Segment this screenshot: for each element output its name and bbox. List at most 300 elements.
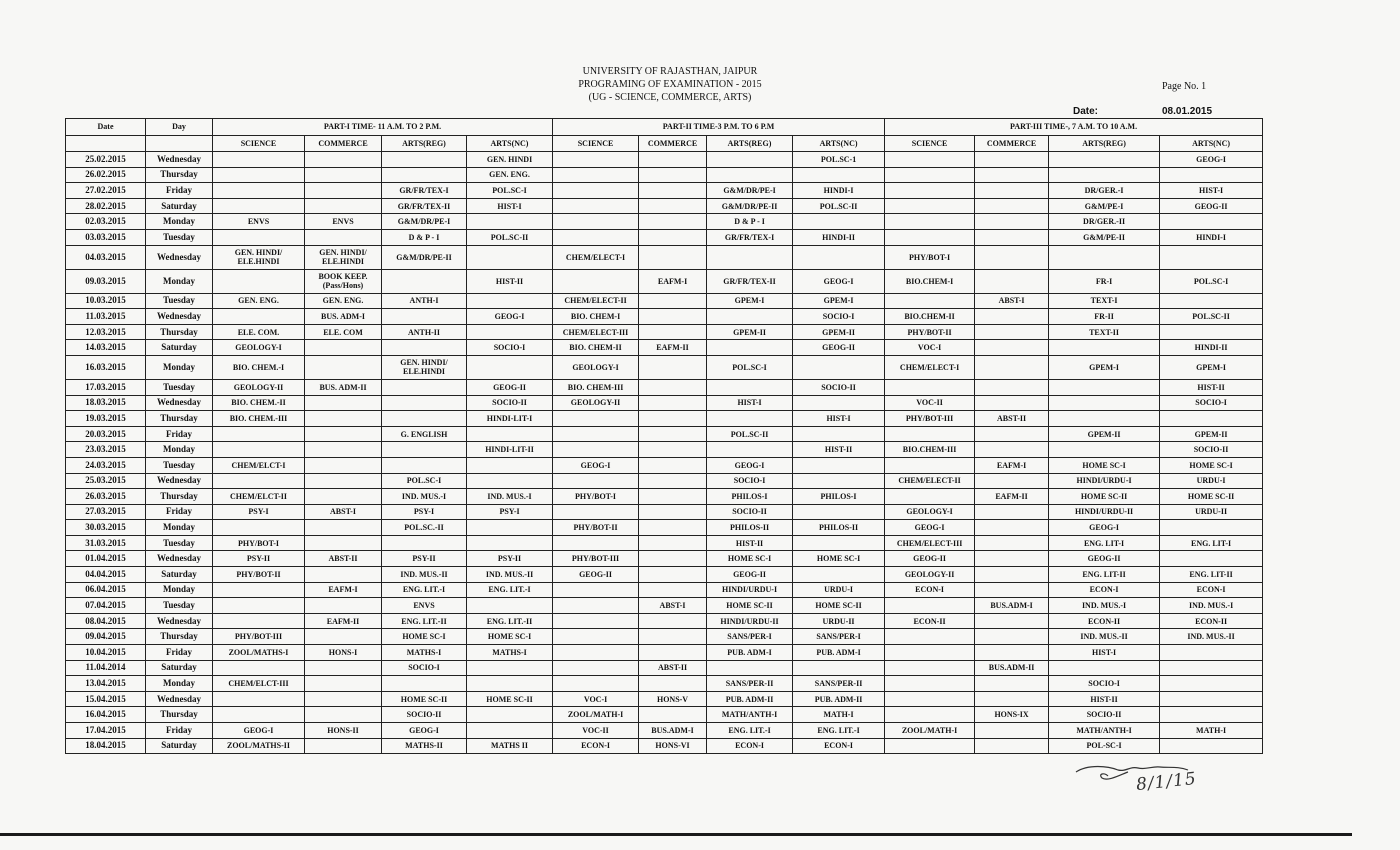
paper-cell: EAFM-I — [305, 582, 382, 598]
paper-cell: GEOG-I — [707, 457, 793, 473]
paper-cell — [793, 355, 885, 379]
paper-cell: URDU-II — [793, 613, 885, 629]
paper-cell: G&M/PE-I — [1049, 198, 1160, 214]
paper-cell: MATHS-II — [382, 738, 467, 754]
paper-cell — [707, 309, 793, 325]
paper-cell — [467, 707, 553, 723]
exam-day: Wednesday — [146, 613, 213, 629]
paper-cell: HIST-I — [467, 198, 553, 214]
paper-cell — [382, 395, 467, 411]
paper-cell — [553, 426, 639, 442]
paper-cell: EAFM-II — [639, 340, 707, 356]
paper-cell — [639, 198, 707, 214]
paper-cell: GEOLOGY-I — [553, 355, 639, 379]
paper-cell — [885, 691, 975, 707]
paper-cell — [305, 535, 382, 551]
paper-cell: SOCIO-I — [467, 340, 553, 356]
paper-cell — [639, 567, 707, 583]
table-row — [66, 309, 1263, 325]
paper-cell — [305, 167, 382, 183]
paper-cell: ENVS — [305, 214, 382, 230]
exam-date: 13.04.2015 — [66, 676, 146, 692]
paper-cell: ENG. LIT-I — [1049, 535, 1160, 551]
paper-cell — [305, 629, 382, 645]
paper-cell: HINDI/URDU-II — [1049, 504, 1160, 520]
paper-cell — [467, 535, 553, 551]
table-row — [66, 379, 1263, 395]
paper-cell — [639, 551, 707, 567]
exam-day: Saturday — [146, 567, 213, 583]
paper-cell — [213, 520, 305, 536]
stream-header-arts-reg: ARTS(REG) — [1049, 135, 1160, 152]
paper-cell: GPEM-II — [1049, 426, 1160, 442]
paper-cell — [639, 645, 707, 661]
paper-cell: SOCIO-II — [467, 395, 553, 411]
paper-cell — [885, 457, 975, 473]
paper-cell: BIO. CHEM.-II — [213, 395, 305, 411]
paper-cell — [382, 676, 467, 692]
exam-day: Wednesday — [146, 551, 213, 567]
paper-cell — [305, 473, 382, 489]
exam-date: 12.03.2015 — [66, 324, 146, 340]
table-row — [66, 355, 1263, 379]
paper-cell — [382, 269, 467, 293]
paper-cell: D & P - I — [707, 214, 793, 230]
paper-cell: VOC-II — [885, 395, 975, 411]
paper-cell — [1049, 152, 1160, 168]
paper-cell: SANS/PER-I — [793, 629, 885, 645]
paper-cell: PHY/BOT-I — [885, 245, 975, 269]
paper-cell: IND. MUS.-I — [467, 489, 553, 505]
exam-date: 04.03.2015 — [66, 245, 146, 269]
paper-cell: BUS. ADM-II — [305, 379, 382, 395]
exam-date: 27.02.2015 — [66, 183, 146, 199]
paper-cell: GEOG-I — [467, 309, 553, 325]
table-row — [66, 613, 1263, 629]
paper-cell: HINDI/URDU-I — [707, 582, 793, 598]
exam-day: Thursday — [146, 324, 213, 340]
paper-cell: GEOG-I — [1160, 152, 1263, 168]
paper-cell — [975, 629, 1049, 645]
exam-date: 02.03.2015 — [66, 214, 146, 230]
paper-cell: HINDI/URDU-II — [707, 613, 793, 629]
paper-cell: ECON-I — [553, 738, 639, 754]
table-row — [66, 426, 1263, 442]
paper-cell: GPEM-II — [793, 324, 885, 340]
paper-cell: GEOG-I — [793, 269, 885, 293]
paper-cell: ECON-II — [1160, 613, 1263, 629]
table-row — [66, 582, 1263, 598]
paper-cell: PUB. ADM-I — [793, 645, 885, 661]
paper-cell — [885, 676, 975, 692]
paper-cell: G&M/DR/PE-I — [707, 183, 793, 199]
paper-cell: ENG. LIT.-I — [793, 723, 885, 739]
paper-cell: BIO.CHEM-I — [885, 269, 975, 293]
paper-cell — [305, 183, 382, 199]
paper-cell — [305, 395, 382, 411]
paper-cell: HOME SC-II — [382, 691, 467, 707]
paper-cell: HINDI-LIT-I — [467, 411, 553, 427]
paper-cell: GEN. ENG. — [305, 293, 382, 309]
exam-day: Thursday — [146, 629, 213, 645]
paper-cell — [639, 676, 707, 692]
table-row — [66, 245, 1263, 269]
paper-cell: GEOG-II — [707, 567, 793, 583]
paper-cell — [639, 411, 707, 427]
paper-cell — [467, 676, 553, 692]
paper-cell — [975, 582, 1049, 598]
paper-cell — [975, 676, 1049, 692]
paper-cell: SOCIO-I — [1049, 676, 1160, 692]
paper-cell — [885, 489, 975, 505]
exam-day: Wednesday — [146, 395, 213, 411]
paper-cell — [1160, 293, 1263, 309]
paper-cell — [639, 520, 707, 536]
paper-cell: HIST-I — [1049, 645, 1160, 661]
paper-cell — [1049, 340, 1160, 356]
stream-header-arts-reg: ARTS(REG) — [707, 135, 793, 152]
paper-cell — [467, 660, 553, 676]
scope-subtitle: (UG - SCIENCE, COMMERCE, ARTS) — [588, 92, 752, 103]
paper-cell: GPEM-I — [707, 293, 793, 309]
paper-cell: ECON-I — [793, 738, 885, 754]
paper-cell — [707, 167, 793, 183]
paper-cell: ECON-II — [885, 613, 975, 629]
table-row — [66, 707, 1263, 723]
paper-cell — [213, 691, 305, 707]
stream-header-commerce: COMMERCE — [305, 135, 382, 152]
paper-cell — [975, 379, 1049, 395]
paper-cell: PHY/BOT-III — [213, 629, 305, 645]
paper-cell: SOCIO-I — [793, 309, 885, 325]
paper-cell: ECON-I — [707, 738, 793, 754]
paper-cell — [639, 613, 707, 629]
paper-cell: GR/FR/TEX-II — [707, 269, 793, 293]
paper-cell: TEXT-II — [1049, 324, 1160, 340]
paper-cell: BUS.ADM-II — [975, 660, 1049, 676]
paper-cell — [639, 379, 707, 395]
exam-date: 16.03.2015 — [66, 355, 146, 379]
table-row — [66, 551, 1263, 567]
paper-cell — [885, 707, 975, 723]
paper-cell: VOC-I — [553, 691, 639, 707]
exam-schedule-table — [65, 118, 1263, 754]
paper-cell — [793, 214, 885, 230]
exam-day: Monday — [146, 676, 213, 692]
paper-cell: GEN. ENG. — [467, 167, 553, 183]
paper-cell — [639, 582, 707, 598]
table-row — [66, 293, 1263, 309]
paper-cell — [639, 395, 707, 411]
empty-header-cell — [146, 135, 213, 152]
paper-cell: IND. MUS.-II — [1049, 629, 1160, 645]
paper-cell — [1049, 395, 1160, 411]
paper-cell: G&M/DR/PE-I — [382, 214, 467, 230]
table-row — [66, 411, 1263, 427]
paper-cell: G&M/DR/PE-II — [382, 245, 467, 269]
paper-cell: POL.SC-I — [382, 473, 467, 489]
table-row — [66, 457, 1263, 473]
exam-day: Monday — [146, 582, 213, 598]
table-row — [66, 152, 1263, 168]
paper-cell — [975, 324, 1049, 340]
paper-cell: MATH-I — [793, 707, 885, 723]
paper-cell: HIST-II — [793, 442, 885, 458]
exam-date: 26.02.2015 — [66, 167, 146, 183]
exam-day: Monday — [146, 355, 213, 379]
paper-cell — [975, 269, 1049, 293]
paper-cell: GPEM-II — [1160, 426, 1263, 442]
paper-cell: GEOG-I — [553, 457, 639, 473]
column-header-day: Day — [146, 119, 213, 136]
paper-cell: HOME SC-II — [467, 691, 553, 707]
paper-cell — [213, 473, 305, 489]
paper-cell — [793, 473, 885, 489]
paper-cell: HINDI-I — [793, 183, 885, 199]
paper-cell: EAFM-II — [975, 489, 1049, 505]
paper-cell — [1160, 245, 1263, 269]
table-row — [66, 660, 1263, 676]
paper-cell — [553, 152, 639, 168]
paper-cell: GEN. ENG. — [213, 293, 305, 309]
part-header-row — [66, 119, 1263, 136]
paper-cell — [707, 660, 793, 676]
paper-cell — [793, 504, 885, 520]
exam-day: Monday — [146, 214, 213, 230]
table-row — [66, 229, 1263, 245]
paper-cell — [213, 442, 305, 458]
paper-cell: ELE. COM. — [213, 324, 305, 340]
paper-cell: URDU-II — [1160, 504, 1263, 520]
paper-cell — [639, 293, 707, 309]
paper-cell: BUS.ADM-I — [975, 598, 1049, 614]
paper-cell: PHILOS-II — [793, 520, 885, 536]
exam-date: 20.03.2015 — [66, 426, 146, 442]
paper-cell: GEOLOGY-I — [213, 340, 305, 356]
paper-cell: GEOLOGY-II — [553, 395, 639, 411]
paper-cell: PHY/BOT-II — [885, 324, 975, 340]
paper-cell — [793, 535, 885, 551]
paper-cell — [639, 629, 707, 645]
paper-cell — [975, 355, 1049, 379]
exam-date: 10.04.2015 — [66, 645, 146, 661]
paper-cell: HIST-I — [707, 395, 793, 411]
paper-cell — [975, 183, 1049, 199]
table-row — [66, 645, 1263, 661]
paper-cell — [382, 411, 467, 427]
paper-cell: ENG. LIT-I — [1160, 535, 1263, 551]
date-label: Date: — [1073, 106, 1099, 117]
paper-cell — [707, 442, 793, 458]
paper-cell: CHEM/ELECT-II — [885, 473, 975, 489]
paper-cell: HOME SC-I — [1160, 457, 1263, 473]
paper-cell: HOME SC-I — [1049, 457, 1160, 473]
paper-cell: ENG. LIT.-II — [467, 613, 553, 629]
stream-header-arts-nc: ARTS(NC) — [1160, 135, 1263, 152]
paper-cell — [553, 442, 639, 458]
paper-cell: GEOG-I — [213, 723, 305, 739]
table-row — [66, 738, 1263, 754]
paper-cell — [305, 691, 382, 707]
paper-cell — [305, 340, 382, 356]
exam-date: 18.04.2015 — [66, 738, 146, 754]
paper-cell — [1049, 167, 1160, 183]
paper-cell — [467, 473, 553, 489]
paper-cell — [305, 229, 382, 245]
exam-day: Tuesday — [146, 535, 213, 551]
paper-cell — [1049, 411, 1160, 427]
paper-cell: ZOOL/MATH-I — [885, 723, 975, 739]
exam-date: 15.04.2015 — [66, 691, 146, 707]
paper-cell — [467, 723, 553, 739]
paper-cell: HONS-IX — [975, 707, 1049, 723]
exam-date: 08.04.2015 — [66, 613, 146, 629]
paper-cell: ENG. LIT.-I — [382, 582, 467, 598]
paper-cell — [467, 293, 553, 309]
paper-cell — [305, 676, 382, 692]
paper-cell — [467, 457, 553, 473]
paper-cell — [305, 598, 382, 614]
paper-cell — [885, 214, 975, 230]
programme-title: PROGRAMING OF EXAMINATION - 2015 — [578, 79, 762, 90]
paper-cell — [975, 340, 1049, 356]
paper-cell: HONS-I — [305, 645, 382, 661]
exam-date: 16.04.2015 — [66, 707, 146, 723]
paper-cell — [885, 629, 975, 645]
paper-cell — [467, 520, 553, 536]
paper-cell — [975, 426, 1049, 442]
paper-cell: D & P - I — [382, 229, 467, 245]
paper-cell: POL.SC.-II — [382, 520, 467, 536]
paper-cell — [213, 707, 305, 723]
paper-cell — [639, 489, 707, 505]
stream-header-arts-nc: ARTS(NC) — [793, 135, 885, 152]
paper-cell — [707, 379, 793, 395]
paper-cell — [639, 309, 707, 325]
paper-cell — [885, 167, 975, 183]
table-row — [66, 520, 1263, 536]
paper-cell: G&M/PE-II — [1049, 229, 1160, 245]
table-row — [66, 324, 1263, 340]
paper-cell — [382, 535, 467, 551]
paper-cell — [639, 457, 707, 473]
paper-cell — [1160, 660, 1263, 676]
exam-date: 23.03.2015 — [66, 442, 146, 458]
exam-day: Wednesday — [146, 245, 213, 269]
paper-cell — [885, 645, 975, 661]
table-row — [66, 269, 1263, 293]
paper-cell — [382, 167, 467, 183]
paper-cell: PHY/BOT-III — [885, 411, 975, 427]
paper-cell — [885, 598, 975, 614]
paper-cell — [885, 198, 975, 214]
stream-header-science: SCIENCE — [553, 135, 639, 152]
paper-cell: MATHS-I — [467, 645, 553, 661]
paper-cell — [707, 340, 793, 356]
paper-cell — [639, 426, 707, 442]
paper-cell: BUS. ADM-I — [305, 309, 382, 325]
paper-cell: BIO. CHEM-I — [553, 309, 639, 325]
paper-cell: ENG. LIT.-II — [382, 613, 467, 629]
paper-cell — [382, 442, 467, 458]
paper-cell: PHY/BOT-II — [213, 567, 305, 583]
paper-cell — [213, 183, 305, 199]
paper-cell: ABST-I — [305, 504, 382, 520]
paper-cell — [305, 567, 382, 583]
paper-cell — [553, 660, 639, 676]
paper-cell — [305, 411, 382, 427]
paper-cell: MATH/ANTH-I — [707, 707, 793, 723]
paper-cell: EAFM-II — [305, 613, 382, 629]
paper-cell — [467, 245, 553, 269]
paper-cell: TEXT-I — [1049, 293, 1160, 309]
paper-cell: SANS/PER-II — [793, 676, 885, 692]
paper-cell: SOCIO-II — [382, 707, 467, 723]
exam-date: 25.02.2015 — [66, 152, 146, 168]
paper-cell — [553, 214, 639, 230]
paper-cell — [975, 167, 1049, 183]
paper-cell: GEOG-II — [885, 551, 975, 567]
paper-cell: CHEM/ELECT-III — [885, 535, 975, 551]
paper-cell: HINDI-II — [1160, 340, 1263, 356]
paper-cell — [975, 520, 1049, 536]
paper-cell — [382, 340, 467, 356]
paper-cell — [707, 411, 793, 427]
paper-cell — [553, 676, 639, 692]
paper-cell: GPEM-II — [707, 324, 793, 340]
paper-cell — [553, 411, 639, 427]
paper-cell: GR/FR/TEX-I — [382, 183, 467, 199]
paper-cell: HOME SC-II — [793, 598, 885, 614]
paper-cell: PSY-I — [467, 504, 553, 520]
paper-cell: GEOG-II — [467, 379, 553, 395]
paper-cell — [975, 229, 1049, 245]
exam-day: Monday — [146, 520, 213, 536]
university-title: UNIVERSITY OF RAJASTHAN, JAIPUR — [582, 66, 758, 77]
paper-cell: URDU-I — [793, 582, 885, 598]
paper-cell: PSY-II — [467, 551, 553, 567]
paper-cell: ABST-II — [639, 660, 707, 676]
exam-date: 09.04.2015 — [66, 629, 146, 645]
paper-cell: ENG. LIT-II — [1160, 567, 1263, 583]
exam-day: Tuesday — [146, 457, 213, 473]
exam-day: Friday — [146, 504, 213, 520]
exam-date: 27.03.2015 — [66, 504, 146, 520]
stream-header-arts-nc: ARTS(NC) — [467, 135, 553, 152]
paper-cell: G. ENGLISH — [382, 426, 467, 442]
paper-cell: HIST-I — [1160, 183, 1263, 199]
paper-cell — [975, 198, 1049, 214]
paper-cell — [1160, 707, 1263, 723]
exam-day: Friday — [146, 645, 213, 661]
paper-cell — [553, 198, 639, 214]
exam-day: Tuesday — [146, 598, 213, 614]
paper-cell: IND. MUS.-I — [382, 489, 467, 505]
paper-cell — [553, 269, 639, 293]
paper-cell — [1049, 379, 1160, 395]
paper-cell — [639, 707, 707, 723]
paper-cell — [553, 473, 639, 489]
paper-cell: HIST-I — [793, 411, 885, 427]
paper-cell: POL.SC-II — [467, 229, 553, 245]
exam-day: Saturday — [146, 198, 213, 214]
part-header-3: PART-III TIME-, 7 A.M. TO 10 A.M. — [885, 119, 1263, 136]
paper-cell: GEOG-I — [885, 520, 975, 536]
paper-cell: POL.SC-1 — [793, 152, 885, 168]
exam-date: 26.03.2015 — [66, 489, 146, 505]
table-row — [66, 442, 1263, 458]
table-row — [66, 395, 1263, 411]
